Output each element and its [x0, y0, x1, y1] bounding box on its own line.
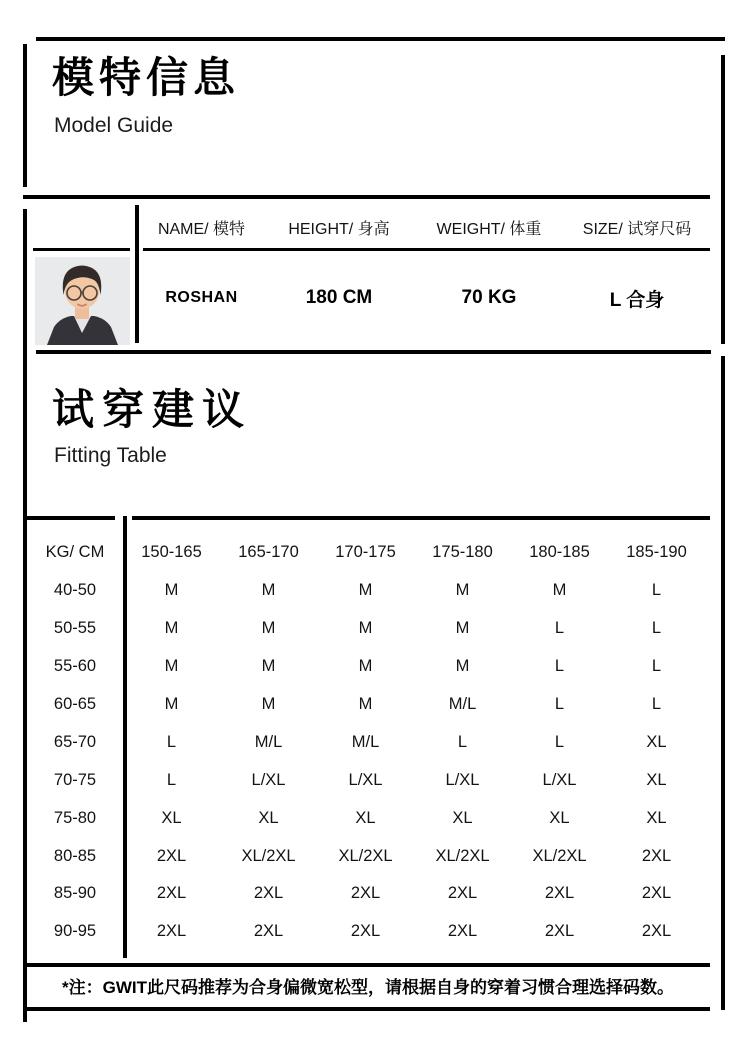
fitting-size-cell: L — [554, 695, 565, 713]
fitting-weight-row-label: 85-90 — [53, 884, 97, 903]
fitting-weight-row-label: 75-80 — [53, 808, 97, 827]
frame-left-bar-top — [23, 44, 27, 187]
fitting-size-cell: XL/2XL — [338, 846, 393, 865]
model-header-underline-right — [143, 248, 710, 251]
fitting-size-cell: 2XL — [156, 922, 187, 941]
fitting-size-cell: XL — [646, 732, 667, 751]
fitting-size-cell: 2XL — [253, 922, 284, 941]
fitting-size-cell: XL — [549, 808, 570, 827]
fitting-size-cell: M — [358, 581, 373, 600]
fitting-size-cell: 2XL — [641, 846, 672, 865]
fitting-size-cell: XL — [646, 808, 667, 827]
fitting-size-cell: M — [164, 657, 179, 676]
fitting-size-cell: XL — [161, 808, 182, 827]
model-value-size: L 合身 — [609, 289, 665, 311]
fitting-weight-row-label: 90-95 — [53, 922, 97, 941]
fitting-size-cell: L — [457, 732, 468, 751]
fitting-size-cell: L — [166, 732, 177, 751]
fitting-size-cell: M — [261, 657, 276, 676]
model-header-weight: WEIGHT/ 体重 — [436, 220, 542, 238]
fitting-size-cell: L — [651, 695, 662, 713]
fitting-size-cell: 2XL — [253, 884, 284, 903]
fitting-height-column-header: 180-185 — [529, 543, 590, 562]
fitting-size-cell: 2XL — [641, 884, 672, 903]
footer-bottom-line — [26, 1007, 710, 1011]
model-avatar-illustration — [35, 257, 130, 345]
fitting-size-cell: 2XL — [641, 922, 672, 941]
fitting-weight-row-label: 60-65 — [53, 695, 97, 713]
fitting-size-cell: XL/2XL — [532, 846, 587, 865]
fitting-size-cell: XL — [355, 808, 376, 827]
fitting-weight-row-label: 40-50 — [53, 581, 97, 600]
fitting-size-cell: M — [358, 657, 373, 676]
frame-right-bar-top — [721, 55, 725, 344]
fitting-weight-row-label: 70-75 — [53, 770, 97, 789]
fitting-size-cell: L — [554, 732, 565, 751]
fitting-table-top-line-left — [26, 516, 115, 520]
fitting-size-cell: M — [164, 695, 179, 713]
fitting-size-cell: 2XL — [350, 922, 381, 941]
frame-top-line — [36, 37, 725, 41]
model-value-weight: 70 KG — [461, 287, 517, 308]
fitting-size-cell: L/XL — [251, 770, 286, 789]
footer-top-line — [26, 963, 710, 967]
fitting-size-cell: L — [651, 657, 662, 676]
fitting-size-cell: M/L — [448, 695, 477, 713]
fitting-size-cell: M — [455, 657, 470, 676]
fitting-size-cell: M — [358, 695, 373, 713]
model-header-name: NAME/ 模特 — [157, 220, 246, 238]
fitting-size-cell: XL — [258, 808, 279, 827]
fitting-table-grid — [27, 534, 711, 951]
fitting-size-cell: 2XL — [447, 884, 478, 903]
fitting-size-cell: L — [166, 770, 177, 789]
fitting-size-cell: L — [651, 619, 662, 638]
fitting-weight-row-label: 55-60 — [53, 657, 97, 676]
fitting-height-column-header: 165-170 — [238, 543, 299, 562]
fitting-section-title-en: Fitting Table — [54, 444, 167, 467]
fitting-size-cell: M/L — [351, 732, 380, 751]
model-table-value-row — [139, 283, 710, 313]
fitting-size-cell: XL/2XL — [241, 846, 296, 865]
fitting-size-cell: M — [261, 695, 276, 713]
fitting-size-cell: L — [651, 581, 662, 600]
fitting-size-cell: 2XL — [544, 922, 575, 941]
fitting-size-cell: L — [554, 657, 565, 676]
fitting-size-cell: L/XL — [348, 770, 383, 789]
fitting-size-cell: M/L — [254, 732, 283, 751]
fitting-size-cell: L/XL — [542, 770, 577, 789]
frame-right-bar-main — [721, 356, 725, 1010]
fitting-size-cell: 2XL — [156, 884, 187, 903]
fitting-height-column-header: 150-165 — [141, 543, 202, 562]
fitting-table-top-line-right — [132, 516, 710, 520]
fitting-size-cell: 2XL — [544, 884, 575, 903]
model-section-title-en: Model Guide — [54, 114, 174, 137]
model-header-underline-left — [33, 248, 130, 251]
footer-note: *注：GWIT此尺码推荐为合身偏微宽松型，请根据自身的穿着习惯合理选择码数。 — [62, 978, 674, 997]
fitting-size-cell: XL/2XL — [435, 846, 490, 865]
model-header-size: SIZE/ 试穿尺码 — [582, 220, 692, 238]
fitting-size-cell: M — [358, 619, 373, 638]
fitting-weight-row-label: 50-55 — [53, 619, 97, 638]
model-header-height: HEIGHT/ 身高 — [288, 220, 390, 238]
model-value-height: 180 CM — [305, 287, 373, 308]
fitting-height-column-header: 185-190 — [626, 543, 687, 562]
model-section-title-zh: 模特信息 — [52, 54, 241, 101]
fitting-size-cell: M — [552, 581, 567, 600]
fitting-size-cell: L/XL — [445, 770, 480, 789]
fitting-size-cell: M — [164, 581, 179, 600]
fitting-size-cell: 2XL — [447, 922, 478, 941]
fitting-height-column-header: 170-175 — [335, 543, 396, 562]
model-table-header-row — [139, 212, 710, 242]
fitting-weight-row-label: 80-85 — [53, 846, 97, 865]
fitting-section-top-divider — [36, 350, 711, 354]
model-value-name: ROSHAN — [165, 289, 238, 306]
fitting-size-cell: 2XL — [350, 884, 381, 903]
model-photo — [35, 257, 130, 345]
fitting-weight-row-label: 65-70 — [53, 732, 97, 751]
fitting-size-cell: XL — [646, 770, 667, 789]
fitting-size-cell: M — [164, 619, 179, 638]
fitting-height-column-header: 175-180 — [432, 543, 493, 562]
model-section-top-divider — [23, 195, 710, 199]
fitting-size-cell: M — [455, 581, 470, 600]
fitting-section-title-zh: 试穿建议 — [52, 386, 253, 433]
fitting-size-cell: M — [261, 581, 276, 600]
fitting-size-cell: M — [261, 619, 276, 638]
fitting-size-cell: XL — [452, 808, 473, 827]
fitting-size-cell: L — [554, 619, 565, 638]
fitting-corner-label: KG/ CM — [45, 543, 105, 562]
fitting-size-cell: 2XL — [156, 846, 187, 865]
fitting-size-cell: M — [455, 619, 470, 638]
